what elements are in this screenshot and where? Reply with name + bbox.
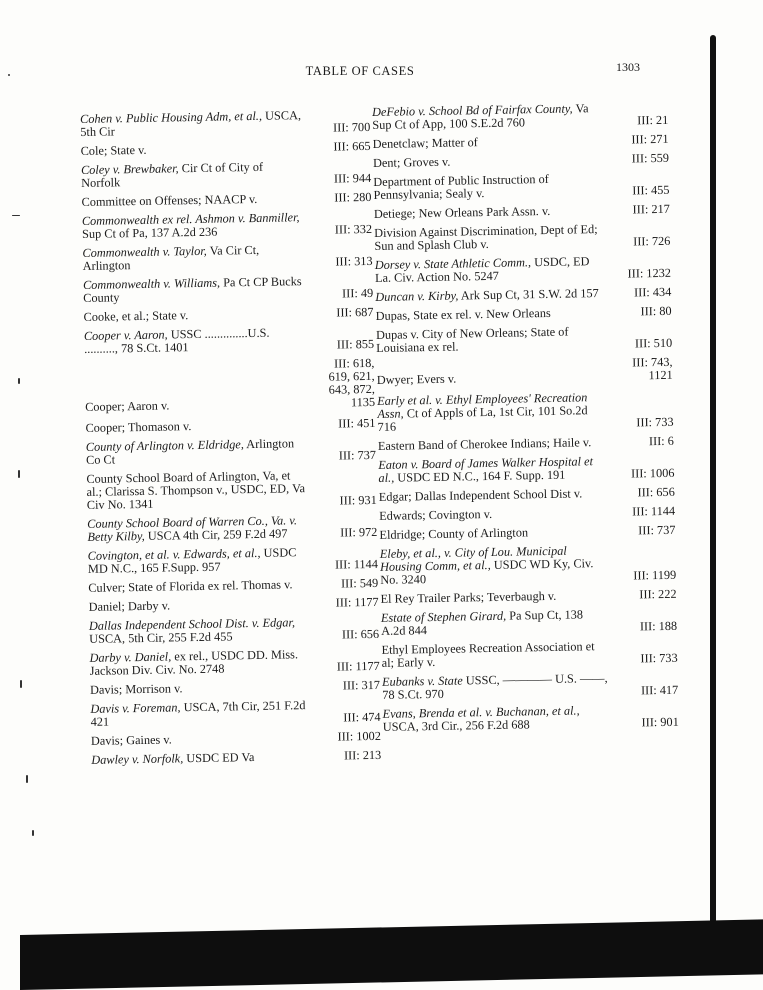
volume-page-reference: III: 656 bbox=[637, 484, 675, 500]
volume-page-reference: III: 1177 bbox=[335, 594, 379, 610]
case-citation: Cir Ct of City of Norfolk bbox=[81, 159, 264, 190]
case-name bbox=[377, 370, 605, 387]
case-entry bbox=[82, 242, 372, 273]
case-title: Detiege; New Orleans Park Assn. v. bbox=[373, 203, 551, 221]
case-name bbox=[378, 436, 606, 453]
case-title: Cooke, et al.; State v. bbox=[83, 308, 189, 324]
case-name bbox=[83, 275, 305, 305]
case-title: Dwyer; Evers v. bbox=[376, 371, 457, 387]
case-name bbox=[376, 325, 604, 355]
case-title: El Rey Trailer Parks; Teverbaugh v. bbox=[380, 588, 557, 606]
case-citation: Pa Sup Ct, 138 A.2d 844 bbox=[381, 607, 584, 638]
volume-page-reference: III: 737 bbox=[338, 447, 377, 463]
case-title: Duncan v. Kirby, bbox=[375, 288, 459, 304]
volume-page-reference: III: 332 bbox=[334, 221, 373, 237]
case-entry bbox=[379, 486, 675, 504]
page-number: 1303 bbox=[616, 60, 640, 74]
case-title: Denetclaw; Matter of bbox=[372, 135, 478, 151]
case-entry bbox=[86, 468, 377, 512]
case-name bbox=[89, 616, 311, 646]
volume-page-reference: III: 1002 bbox=[337, 728, 382, 744]
case-name bbox=[88, 546, 310, 576]
case-entry bbox=[373, 152, 669, 170]
case-name bbox=[375, 287, 603, 304]
volume-page-reference: III: 455 bbox=[632, 182, 670, 198]
case-entry bbox=[89, 647, 379, 678]
case-name bbox=[379, 525, 607, 542]
page-title: TABLE OF CASES bbox=[305, 64, 415, 78]
case-title: DeFebio v. School Bd of Fairfax County, bbox=[371, 101, 573, 119]
case-citation: Ct of Appls of La, 1st Cir, 101 So.2d 716 bbox=[377, 403, 588, 434]
case-title: Darby v. Daniel, bbox=[89, 649, 172, 665]
case-citation: USDC MD N.C., 165 F.Supp. 957 bbox=[87, 545, 297, 576]
case-citation: USSC ..............U.S. .........., 78 S.Ct. 1401 bbox=[83, 325, 270, 356]
case-name bbox=[373, 134, 601, 151]
case-citation: USCA, 3rd Cir., 256 F.2d 688 bbox=[382, 717, 530, 734]
case-title: Dorsey v. State Athletic Comm., bbox=[374, 255, 532, 272]
volume-page-reference: III: 313 bbox=[335, 253, 373, 269]
case-entry bbox=[374, 222, 670, 253]
case-citation: of Ed; Sun and Splash Club v. bbox=[374, 222, 598, 253]
case-entry bbox=[86, 436, 376, 467]
case-title: Commonwealth v. Williams, bbox=[82, 275, 221, 292]
case-citation: USCA, 5th Cir, 255 F.2d 455 bbox=[89, 629, 233, 646]
case-entry bbox=[90, 679, 380, 697]
volume-page-reference: III: 451 bbox=[338, 415, 376, 431]
case-title: Covington, et al. v. Edwards, et al., bbox=[87, 545, 261, 563]
case-citation: Sup Ct of Pa, 137 A.2d 236 bbox=[81, 224, 218, 241]
case-name bbox=[378, 455, 606, 485]
case-title: Commonwealth v. Taylor, bbox=[82, 243, 207, 260]
case-name bbox=[375, 255, 603, 285]
volume-page-reference: III: 549 bbox=[340, 575, 379, 591]
case-title: Evans, Brenda et al. v. Buchanan, et al., bbox=[382, 703, 580, 721]
left-column bbox=[80, 108, 381, 767]
case-name bbox=[83, 307, 305, 324]
volume-page-reference: III: 21 bbox=[637, 112, 669, 128]
volume-page-reference: III: 855 bbox=[336, 336, 375, 352]
case-title: Edwards; Covington v. bbox=[379, 506, 493, 523]
case-name bbox=[380, 589, 608, 606]
case-entry bbox=[85, 417, 375, 435]
case-entry bbox=[82, 210, 372, 241]
volume-page-reference: III: 944 bbox=[333, 170, 372, 186]
volume-page-reference: III: 559 bbox=[631, 150, 670, 166]
case-name bbox=[85, 397, 307, 414]
case-entry bbox=[80, 108, 370, 139]
case-entry bbox=[83, 306, 373, 324]
volume-page-reference: III: 280 bbox=[334, 189, 372, 205]
scan-speck bbox=[18, 470, 20, 478]
case-citation: ex rel., USDC DD. Miss. Jackson Div. Civ. No. 2748 bbox=[89, 647, 299, 678]
scan-bottom-shadow bbox=[20, 919, 763, 990]
case-name bbox=[85, 418, 307, 435]
volume-page-reference: III: 6 bbox=[648, 433, 675, 449]
case-title: Eleby, et al., v. City of Lou. Municipal Housing Comm, et al., bbox=[379, 543, 567, 574]
case-citation: Va Sup Ct of App, 100 S.E.2d 760 bbox=[372, 101, 589, 132]
case-name bbox=[373, 172, 601, 202]
case-entry bbox=[382, 671, 678, 702]
case-title: Dupas v. City of New Orleans; State of bbox=[375, 324, 569, 342]
case-title: Cooper; Aaron v. bbox=[85, 398, 170, 414]
case-name bbox=[382, 672, 610, 702]
case-name bbox=[91, 731, 313, 748]
case-entry bbox=[376, 324, 672, 355]
scan-speck bbox=[20, 680, 22, 688]
case-title: Coley v. Brewbaker, bbox=[80, 161, 179, 177]
case-title: Department of Public Instruction of bbox=[373, 171, 549, 189]
case-name bbox=[380, 544, 609, 587]
case-citation: Haile v. bbox=[552, 435, 592, 450]
scan-speck bbox=[8, 74, 10, 76]
case-name bbox=[376, 306, 604, 323]
case-entry bbox=[89, 615, 379, 646]
case-citation: USDC WD Ky, Civ. No. 3240 bbox=[380, 556, 594, 587]
case-entry bbox=[91, 730, 381, 748]
case-title: County School Board of Warren Co., Va. v. Betty Kilby, bbox=[87, 513, 298, 544]
case-title: Cole; State v. bbox=[80, 142, 147, 158]
case-title: Culver; State of Florida ex rel. Thomas bbox=[88, 577, 282, 595]
volume-page-reference: III: 217 bbox=[632, 201, 670, 217]
case-name bbox=[377, 391, 606, 434]
volume-page-reference: III: 743, 1121 bbox=[632, 354, 673, 383]
case-entry bbox=[373, 133, 669, 151]
volume-page-reference: III: 271 bbox=[631, 131, 669, 147]
case-name bbox=[91, 750, 313, 767]
case-citation: USCA 4th Cir, 259 F.2d 497 bbox=[147, 526, 288, 543]
scan-shadow-edge bbox=[710, 35, 716, 935]
case-entry bbox=[87, 513, 377, 544]
case-name bbox=[374, 204, 602, 221]
case-entry bbox=[88, 577, 378, 595]
case-name bbox=[87, 514, 309, 544]
case-entry bbox=[376, 305, 672, 323]
case-title: Eldridge; County of Arlington bbox=[379, 525, 529, 542]
case-citation: USDC ED Va bbox=[186, 750, 255, 766]
case-citation: v. bbox=[283, 577, 293, 592]
volume-page-reference: III: 510 bbox=[634, 335, 673, 351]
case-entry bbox=[373, 171, 669, 202]
case-title: Cohen v. Public Housing Adm, et al., bbox=[79, 108, 263, 126]
case-name bbox=[89, 597, 311, 614]
volume-page-reference: III: 49 bbox=[341, 285, 374, 301]
case-citation: Pennsylvania; Sealy v. bbox=[373, 186, 485, 202]
case-entry bbox=[84, 357, 375, 414]
volume-page-reference: III: 222 bbox=[639, 586, 677, 602]
volume-page-reference: III: 972 bbox=[340, 524, 378, 540]
case-entry bbox=[380, 543, 677, 587]
case-citation: Louisiana ex rel. bbox=[376, 339, 459, 355]
case-entry bbox=[83, 274, 373, 305]
case-citation: USCA, 7th Cir, 251 F.2d 421 bbox=[90, 698, 306, 729]
volume-page-reference: III: 618, 619, 621, 643, 872, 1135 bbox=[328, 355, 376, 410]
case-name bbox=[88, 578, 310, 595]
case-name bbox=[82, 211, 304, 241]
case-entry bbox=[379, 505, 675, 523]
case-entry bbox=[89, 596, 379, 614]
case-entry bbox=[88, 545, 378, 576]
scan-speck bbox=[32, 830, 34, 836]
case-name bbox=[80, 109, 302, 139]
volume-page-reference: III: 733 bbox=[640, 650, 678, 666]
case-citation: Ark Sup Ct, 31 S.W. 2d 157 bbox=[460, 286, 599, 303]
case-title: Estate of Stephen Girard, bbox=[380, 608, 507, 625]
case-entry bbox=[372, 101, 668, 132]
case-citation: USSC, ———— U.S. ——, 78 S.Ct. 970 bbox=[382, 670, 608, 702]
case-citation: v. bbox=[573, 486, 583, 501]
case-name bbox=[81, 141, 303, 158]
case-title: Committee on Offenses; NAACP v. bbox=[81, 191, 258, 209]
case-entry bbox=[81, 191, 371, 209]
volume-page-reference: III: 317 bbox=[342, 677, 381, 693]
volume-page-reference: III: 434 bbox=[633, 284, 672, 300]
volume-page-reference: III: 1177 bbox=[336, 658, 380, 674]
volume-page-reference: III: 726 bbox=[633, 233, 671, 249]
case-entry bbox=[81, 140, 371, 158]
case-title: County of Arlington v. Eldridge, bbox=[85, 437, 244, 454]
volume-page-reference: III: 687 bbox=[336, 304, 374, 320]
case-title: Eaton v. Board of James Walker Hospital et al., bbox=[378, 454, 594, 485]
case-entry bbox=[375, 286, 671, 304]
volume-page-reference: III: 901 bbox=[641, 714, 679, 730]
case-entry bbox=[376, 356, 672, 387]
case-entry bbox=[383, 703, 679, 734]
case-title: Davis; Gaines v. bbox=[90, 732, 172, 748]
case-name bbox=[372, 102, 600, 132]
case-citation: USCA, 5th Cir bbox=[80, 108, 302, 139]
volume-page-reference: III: 1144 bbox=[334, 556, 379, 572]
case-title: Early et al. v. Ethyl Employees' Recreation Assn, bbox=[377, 390, 588, 421]
case-name bbox=[89, 648, 311, 678]
case-entry bbox=[84, 325, 374, 356]
case-name bbox=[381, 640, 609, 670]
case-title: Dawley v. Norfolk, bbox=[91, 751, 184, 767]
case-entry bbox=[380, 588, 676, 606]
case-entry bbox=[90, 698, 380, 729]
volume-page-reference: III: 665 bbox=[333, 138, 371, 154]
right-column bbox=[372, 101, 679, 734]
case-citation: USDC, ED La. Civ. Action No. 5247 bbox=[374, 254, 590, 285]
scan-speck bbox=[18, 378, 20, 384]
case-entry bbox=[375, 254, 671, 285]
case-entry bbox=[91, 749, 381, 767]
case-name bbox=[90, 699, 312, 729]
volume-page-reference: III: 417 bbox=[640, 682, 679, 698]
scan-speck bbox=[12, 215, 20, 216]
case-entry bbox=[378, 435, 674, 453]
case-citation: USDC ED N.C., 164 F. Supp. 191 bbox=[397, 467, 566, 485]
volume-page-reference: III: 213 bbox=[343, 747, 382, 763]
case-title: County School Board of Arlington, Va, bbox=[86, 468, 279, 486]
case-name bbox=[81, 160, 303, 190]
volume-page-reference: III: 1006 bbox=[630, 465, 675, 481]
case-entry bbox=[381, 607, 677, 638]
case-entry bbox=[377, 390, 674, 434]
case-title: Cooper; Thomason v. bbox=[85, 419, 192, 435]
case-title: Davis v. Foreman, bbox=[90, 700, 181, 716]
volume-page-reference: III: 700 bbox=[332, 119, 371, 135]
case-citation: et al.; Clarissa S. Thompson v., USDC, ED, Va Civ No. 1341 bbox=[86, 468, 306, 512]
case-name bbox=[81, 192, 303, 209]
case-title: Eubanks v. State bbox=[381, 673, 463, 689]
volume-page-reference: III: 656 bbox=[341, 626, 380, 642]
case-citation: Pa Ct CP Bucks County bbox=[83, 274, 302, 305]
volume-page-reference: III: 80 bbox=[640, 303, 672, 319]
case-entry bbox=[378, 454, 674, 485]
case-name bbox=[373, 153, 601, 170]
case-entry bbox=[81, 159, 371, 190]
case-title: Dupas, State ex rel. v. New Orleans bbox=[375, 305, 551, 323]
case-name bbox=[381, 608, 609, 638]
case-title: Cooper v. Aaron, bbox=[83, 327, 168, 343]
case-title: Edgar; Dallas Independent School Dist bbox=[378, 486, 571, 504]
case-citation: Va Cir Ct, Arlington bbox=[82, 242, 260, 273]
case-name bbox=[379, 506, 607, 523]
case-name bbox=[379, 487, 607, 504]
case-title: Eastern Band of Cherokee Indians; bbox=[377, 435, 551, 453]
case-name bbox=[86, 437, 308, 467]
scan-speck bbox=[26, 775, 28, 783]
volume-page-reference: III: 1232 bbox=[627, 265, 672, 281]
case-name bbox=[374, 223, 602, 253]
case-entry bbox=[374, 203, 670, 221]
case-title: Daniel; Darby v. bbox=[88, 598, 171, 614]
case-name bbox=[82, 243, 304, 273]
volume-page-reference: III: 1199 bbox=[633, 567, 677, 583]
volume-page-reference: III: 1144 bbox=[632, 503, 676, 519]
case-name bbox=[383, 704, 611, 734]
volume-page-reference: III: 931 bbox=[339, 492, 377, 508]
volume-page-reference: III: 474 bbox=[343, 709, 381, 725]
case-title: Davis; Morrison v. bbox=[89, 681, 183, 697]
volume-page-reference: III: 733 bbox=[636, 414, 674, 430]
case-title: Commonwealth ex rel. Ashmon v. Banmiller, bbox=[81, 210, 300, 228]
case-title: Dallas Independent School Dist. v. Edgar, bbox=[88, 615, 296, 633]
case-name bbox=[84, 326, 306, 356]
case-entry bbox=[381, 639, 677, 670]
case-citation: Arlington Co Ct bbox=[85, 436, 295, 467]
case-title: Division Against Discrimination, Dept bbox=[374, 222, 565, 240]
case-title: Dent; Groves v. bbox=[372, 154, 451, 170]
volume-page-reference: III: 188 bbox=[639, 618, 678, 634]
case-entry bbox=[379, 524, 675, 542]
volume-page-reference: III: 737 bbox=[638, 522, 676, 538]
case-name bbox=[90, 680, 312, 697]
case-title: Ethyl Employees Recreation Association et al; Early v. bbox=[381, 639, 595, 670]
case-name bbox=[86, 469, 309, 512]
